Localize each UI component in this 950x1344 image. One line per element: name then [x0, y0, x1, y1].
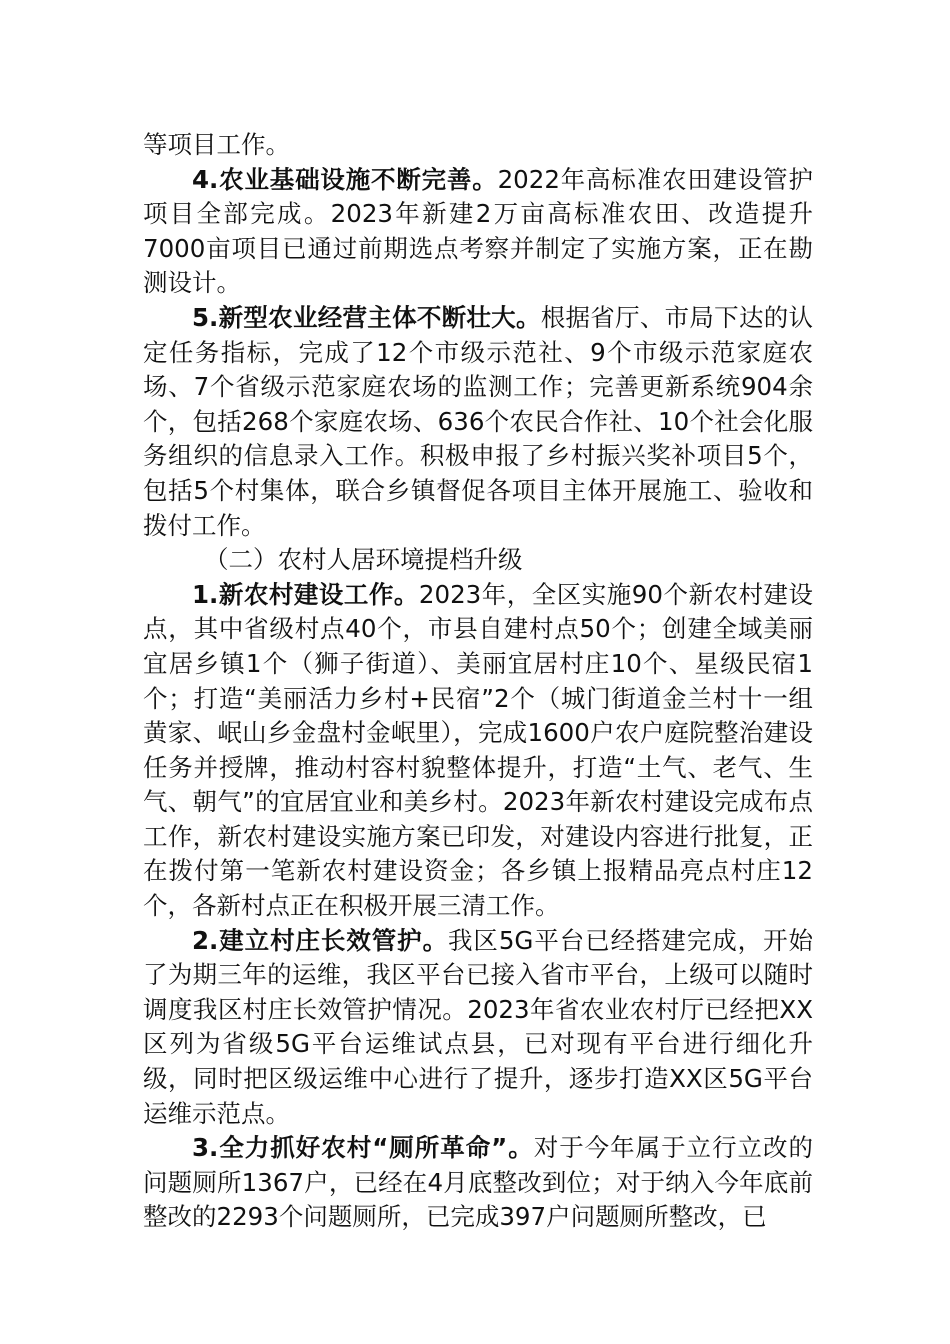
- section-heading: [143, 543, 813, 578]
- section-heading-text: （二）农村人居环境提档升级: [204, 545, 523, 575]
- paragraph-heading: 5.新型农业经营主体不断壮大。: [192, 302, 541, 332]
- paragraph-body: 2023年，全区实施90个新农村建设点，其中省级村点40个，市县自建村点50个；创建全域美丽宜居乡镇1个（狮子街道）、美丽宜居村庄10个、星级民宿1个；打造“美丽活力乡村+民宿”2个（城门街道金兰村十一组黄家、岷山乡金盘村金岷里），完成1600户农户庭院整治建设任务并授牌，推动村容村貌整体提升，打造“土气、老气、生气、朝气”的宜居宜业和美乡村。2023年新农村建设完成布点工作，新农村建设实施方案已印发，对建设内容进行批复，正在拨付第一笔新农村建设资金；各乡镇上报精品亮点村庄12个，各新村点正在积极开展三清工作。: [143, 579, 813, 921]
- paragraph-body: 根据省厅、市局下达的认定任务指标，完成了12个市级示范社、9个市级示范家庭农场、7个省级示范家庭农场的监测工作；完善更新系统904余个，包括268个家庭农场、636个农民合作社、10个社会化服务组织的信息录入工作。积极申报了乡村振兴奖补项目5个，包括5个村集体，联合乡镇督促各项目主体开展施工、验收和拨付工作。: [143, 302, 814, 540]
- paragraph-body: 对于今年属于立行立改的问题厕所1367户，已经在4月底整改到位；对于纳入今年底前整改的2293个问题厕所，已完成397户问题厕所整改，已: [143, 1133, 813, 1232]
- paragraph-heading: 1.新农村建设工作。: [192, 579, 419, 609]
- paragraph-body: 我区5G平台已经搭建完成，开始了为期三年的运维，我区平台已接入省市平台，上级可以随时调度我区村庄长效管护情况。2023年省农业农村厅已经把XX区列为省级5G平台运维试点县，已对现有平台进行细化升级，同时把区级运维中心进行了提升，逐步打造XX区5G平台运维示范点。: [143, 925, 813, 1128]
- paragraph-body: 等项目工作。: [143, 130, 290, 159]
- paragraph-body: 2022年高标准农田建设管护项目全部完成。2023年新建2万亩高标准农田、改造提升7000亩项目已通过前期选点考察并制定了实施方案，正在勘测设计。: [143, 164, 813, 298]
- paragraph-village-maintenance: [143, 924, 813, 1132]
- paragraph-toilet-revolution: [143, 1131, 813, 1235]
- paragraph-heading: 3.全力抓好农村“厕所革命”。: [192, 1133, 534, 1163]
- paragraph-agri-infrastructure: [143, 163, 813, 301]
- paragraph-heading: 4.农业基础设施不断完善。: [192, 164, 498, 194]
- paragraph-continuation: [143, 128, 813, 163]
- paragraph-new-agri-entities: [143, 301, 813, 543]
- paragraph-new-village-construction: [143, 578, 813, 924]
- paragraph-heading: 2.建立村庄长效管护。: [192, 925, 449, 955]
- document-page: [143, 128, 813, 1235]
